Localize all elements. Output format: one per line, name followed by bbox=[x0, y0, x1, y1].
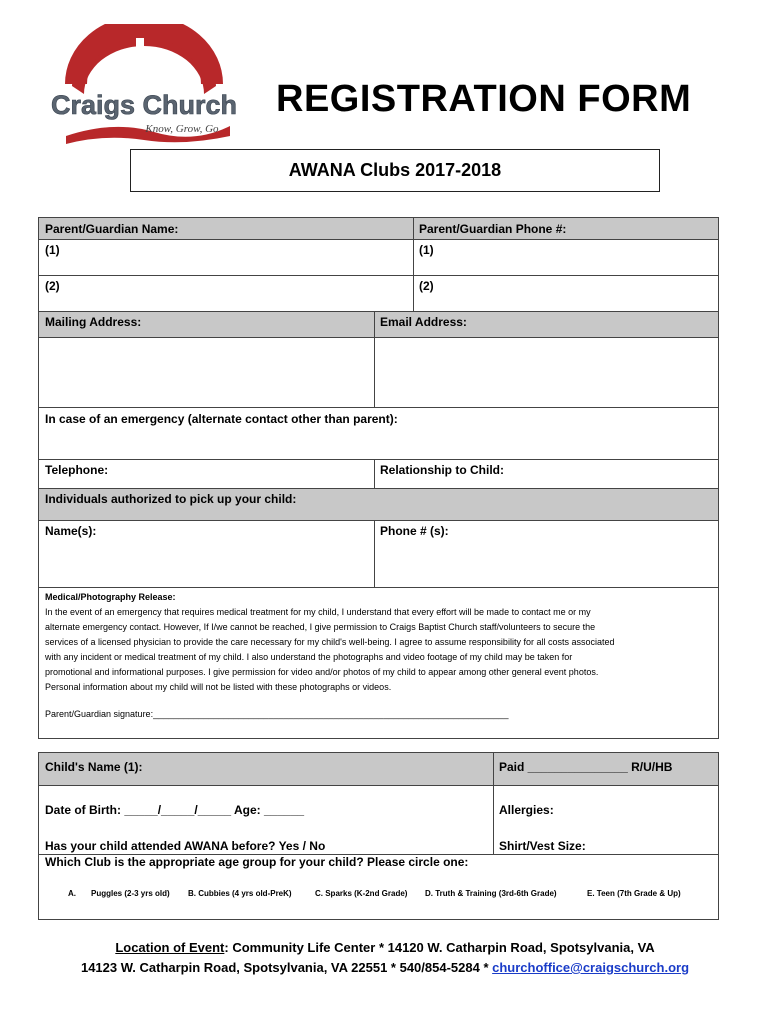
location-address: : Community Life Center * 14120 W. Catharpin Road, Spotsylvania, VA bbox=[224, 940, 655, 955]
club-option-sparks[interactable]: C. Sparks (K-2nd Grade) bbox=[315, 889, 408, 898]
logo-name: Craigs Church bbox=[50, 90, 238, 120]
release-line: Personal information about my child will not be listed with these photographs or videos. bbox=[45, 682, 392, 692]
parent-phone-1-field[interactable]: (1) bbox=[419, 243, 434, 257]
parent-contact-form bbox=[38, 217, 719, 588]
release-line: services of a licensed physician to provide the care necessary for my child's well-being. I agree to assume responsibility for all costs associated bbox=[45, 637, 615, 647]
release-heading: Medical/Photography Release: bbox=[45, 592, 176, 602]
club-option-puggles[interactable]: Puggles (2-3 yrs old) bbox=[91, 889, 170, 898]
child-info-form bbox=[38, 752, 719, 920]
contact-address: 14123 W. Catharpin Road, Spotsylvania, VA 22551 * 540/854-5284 * bbox=[80, 960, 493, 975]
club-question: Which Club is the appropriate age group for your child? Please circle one: bbox=[45, 855, 469, 869]
release-line: In the event of an emergency that requires medical treatment for my child, I understand that every effort will be made to contact me or my bbox=[45, 607, 591, 617]
church-logo bbox=[44, 24, 244, 169]
club-option-teen[interactable]: E. Teen (7th Grade & Up) bbox=[587, 889, 681, 898]
emergency-relationship-field[interactable]: Relationship to Child: bbox=[380, 463, 504, 477]
event-location-line-1 bbox=[0, 940, 770, 955]
church-email-link[interactable]: churchoffice@craigschurch.org bbox=[492, 960, 690, 975]
release-line: with any incident or medical treatment of my child. I also understand the photographs and video footage of my child may be taken for bbox=[45, 652, 573, 662]
child-name-field[interactable]: Child's Name (1): bbox=[39, 753, 493, 785]
release-line: alternate emergency contact. However, If I/we cannot be reached, I give permission to Craigs Baptist Church staff/volunteers to secure the bbox=[45, 622, 596, 632]
medical-release-section bbox=[38, 588, 719, 739]
emergency-telephone-field[interactable]: Telephone: bbox=[45, 463, 109, 477]
allergies-field[interactable]: Allergies: bbox=[499, 803, 554, 817]
club-option-truth-training[interactable]: D. Truth & Training (3rd-6th Grade) bbox=[425, 889, 557, 898]
club-option-a-letter: A. bbox=[68, 889, 76, 898]
email-address-field[interactable] bbox=[374, 337, 718, 407]
parent-name-2-field[interactable]: (2) bbox=[45, 279, 60, 293]
club-options bbox=[39, 889, 718, 905]
signature-line[interactable]: Parent/Guardian signature:_______________________________________________________________________ bbox=[45, 709, 509, 719]
subtitle-box: AWANA Clubs 2017-2018 bbox=[130, 149, 660, 192]
release-line: promotional and informational purposes. I give permission for video and/or photos of my child to appear among other general event photos. bbox=[45, 667, 599, 677]
location-label: Location of Event bbox=[115, 940, 225, 955]
attended-before-field[interactable]: Has your child attended AWANA before? Yes / No bbox=[45, 839, 326, 853]
email-address-header: Email Address: bbox=[374, 311, 718, 337]
logo-tagline: Know, Grow, Go bbox=[145, 123, 219, 135]
mailing-address-header: Mailing Address: bbox=[39, 311, 374, 337]
club-option-cubbies[interactable]: B. Cubbies (4 yrs old-PreK) bbox=[188, 889, 292, 898]
emergency-contact-field[interactable]: In case of an emergency (alternate contact other than parent): bbox=[45, 412, 398, 426]
shirt-size-field[interactable]: Shirt/Vest Size: bbox=[499, 839, 586, 853]
page-title: REGISTRATION FORM bbox=[276, 78, 692, 120]
parent-name-1-field[interactable]: (1) bbox=[45, 243, 60, 257]
date-of-birth-field[interactable]: Date of Birth: _____/_____/_____ Age: ______ bbox=[45, 803, 305, 817]
pickup-header: Individuals authorized to pick up your child: bbox=[39, 488, 718, 520]
parent-name-header: Parent/Guardian Name: bbox=[39, 218, 413, 239]
event-location-line-2 bbox=[0, 960, 770, 975]
mailing-address-field[interactable] bbox=[39, 337, 374, 407]
parent-phone-2-field[interactable]: (2) bbox=[419, 279, 434, 293]
pickup-phones-field[interactable]: Phone # (s): bbox=[380, 524, 449, 538]
pickup-names-field[interactable]: Name(s): bbox=[45, 524, 97, 538]
parent-phone-header: Parent/Guardian Phone #: bbox=[413, 218, 718, 239]
paid-field[interactable]: Paid _______________ R/U/HB bbox=[493, 753, 718, 785]
